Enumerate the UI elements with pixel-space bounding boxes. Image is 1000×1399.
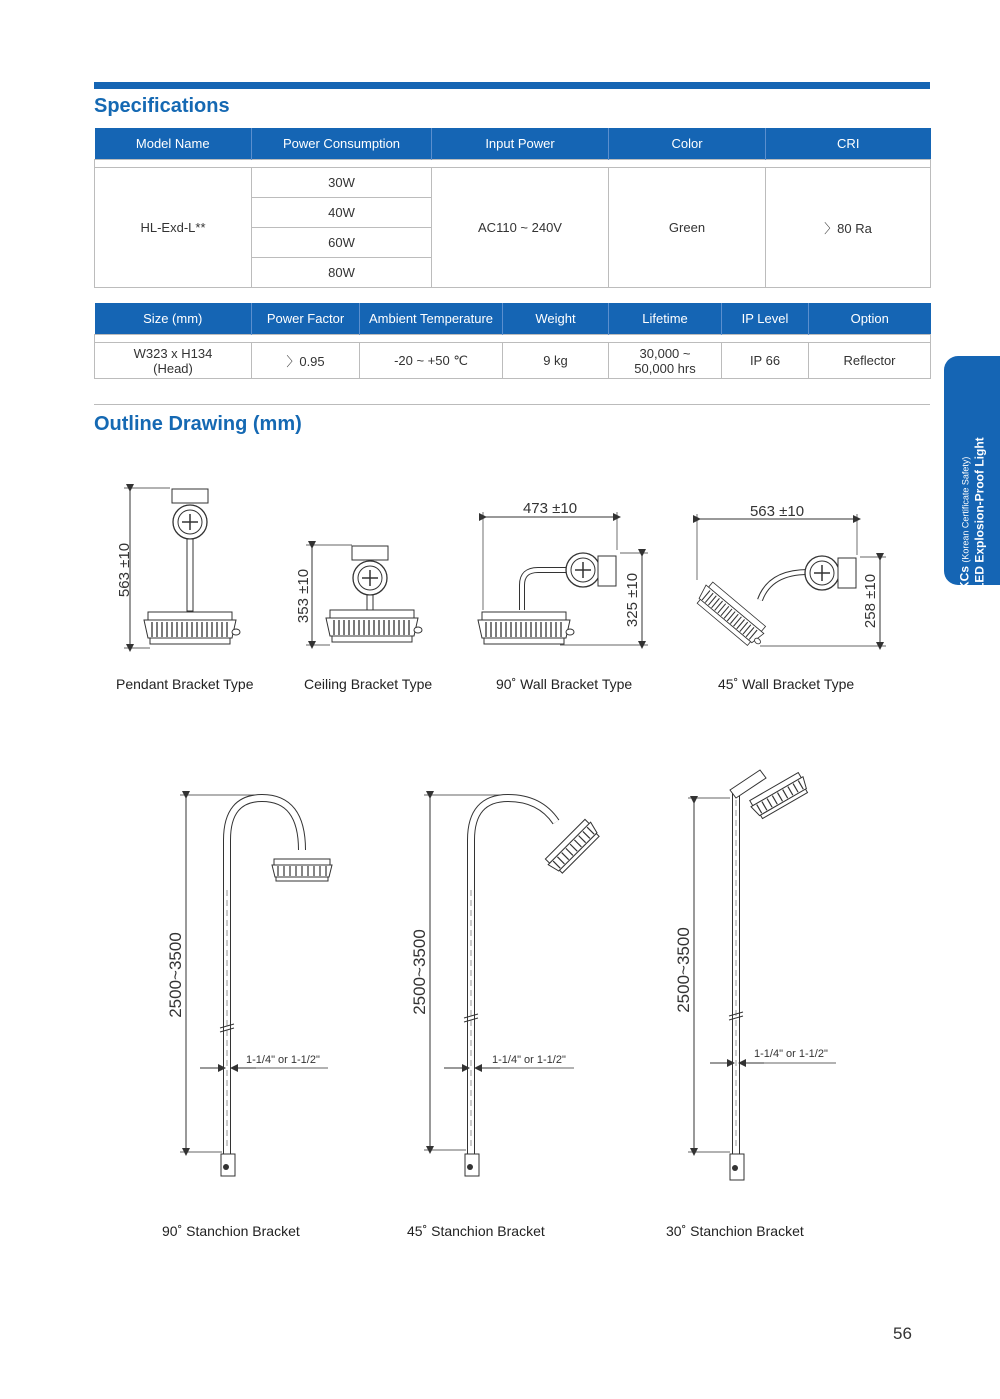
header-size: Size (mm) [95,303,252,335]
pendant-bracket-label: Pendant Bracket Type [116,676,254,692]
cell-power-40w: 40W [252,198,432,228]
ceiling-bracket-drawing [295,545,422,645]
cell-weight: 9 kg [503,343,609,379]
cell-size-line2: (Head) [153,360,193,376]
cell-power-30w: 30W [252,168,432,198]
wall-bracket-45-label: 45˚ Wall Bracket Type [718,676,855,692]
wall-bracket-45-drawing [693,503,886,651]
wall-90-width: 473 ±10 [522,500,578,517]
wall-90-dimension: 325 ±10 [624,572,641,628]
stanchion-30-height: 2500~3500 [674,927,693,1013]
stanchion-30-pipe: 1-1/4" or 1-1/2" [754,1048,828,1060]
pendant-dimension: 563 ±10 [116,542,133,598]
stanchion-90-label: 90˚ Stanchion Bracket [162,1223,300,1239]
stanchion-90-drawing [166,795,332,1176]
cell-power-factor: 〉0.95 [252,343,360,379]
side-tab-product: LED Explosion-Proof Light [972,437,987,590]
cell-power-60w: 60W [252,228,432,258]
cell-ambient-temperature: -20 ~ +50 ℃ [360,343,503,379]
stanchion-90-pipe: 1-1/4" or 1-1/2" [246,1054,320,1066]
header-color: Color [609,128,766,160]
header-option: Option [809,303,931,335]
cell-model-name: HL-Exd-L** [95,168,252,288]
wall-bracket-90-drawing [478,500,648,645]
stanchion-30-drawing [674,770,836,1180]
cell-color: Green [609,168,766,288]
pendant-bracket-drawing [116,488,240,648]
ceiling-bracket-label: Ceiling Bracket Type [304,676,433,692]
header-input-power: Input Power [432,128,609,160]
cell-size-line1: W323 x H134 [133,345,213,361]
cell-power-80w: 80W [252,258,432,288]
header-model-name: Model Name [95,128,252,160]
header-power-consumption: Power Consumption [252,128,432,160]
header-ambient-temperature: Ambient Temperature [360,303,503,335]
stanchion-45-label: 45˚ Stanchion Bracket [407,1223,545,1239]
specifications-title: Specifications [94,95,230,117]
ceiling-dimension: 353 ±10 [295,568,312,624]
page-number: 56 [893,1324,912,1343]
header-lifetime: Lifetime [609,303,722,335]
wall-bracket-90-label: 90˚ Wall Bracket Type [496,676,633,692]
stanchion-45-height: 2500~3500 [410,929,429,1015]
header-cri: CRI [766,128,931,160]
side-tab-brand: KCs [957,565,972,590]
header-ip-level: IP Level [722,303,809,335]
cell-option: Reflector [809,343,931,379]
header-weight: Weight [503,303,609,335]
stanchion-30-label: 30˚ Stanchion Bracket [666,1223,804,1239]
header-power-factor: Power Factor [252,303,360,335]
stanchion-45-pipe: 1-1/4" or 1-1/2" [492,1054,566,1066]
cell-input-power: AC110 ~ 240V [432,168,609,288]
stanchion-45-drawing [410,795,602,1176]
cell-ip-level: IP 66 [722,343,809,379]
side-tab-brand-note: (Korean Certificate Safety) [960,456,971,563]
stanchion-90-height: 2500~3500 [166,932,185,1018]
cell-lifetime-line2: 50,000 hrs [634,360,696,376]
outline-drawing-title: Outline Drawing (mm) [94,413,302,435]
cell-cri: 〉80 Ra [766,168,931,288]
cell-lifetime-line1: 30,000 ~ [639,345,691,361]
wall-45-width: 563 ±10 [749,503,805,520]
wall-45-dimension: 258 ±10 [862,573,879,629]
